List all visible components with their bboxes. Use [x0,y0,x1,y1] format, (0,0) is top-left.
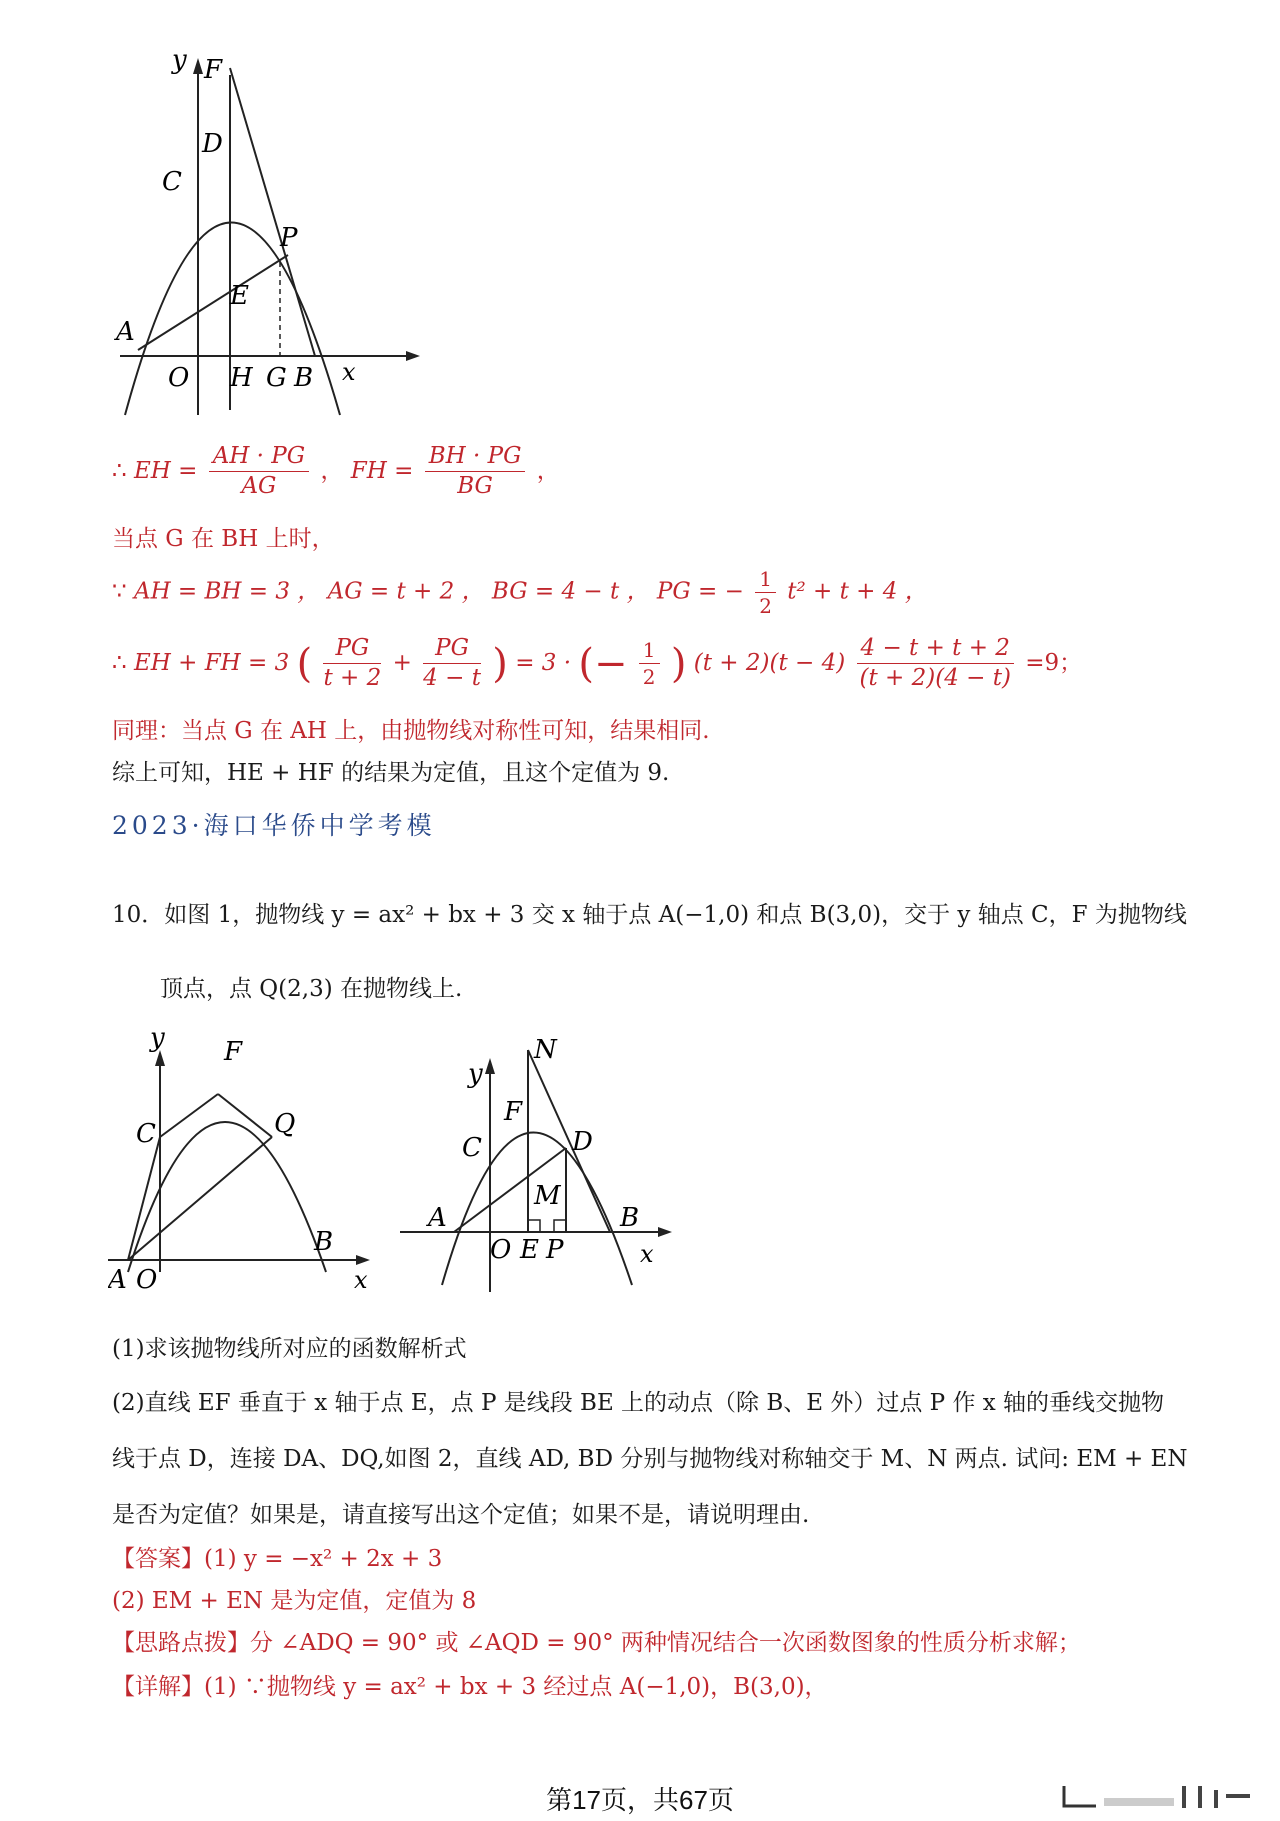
fraction-half: $\frac{1}{2}$ [755,568,776,617]
label-p: P [280,223,298,253]
fraction-ah-pg-ag: $\frac{AH \cdot PG}{AG}$ [209,444,309,500]
label-o: O [168,363,190,393]
solution-line-5: 同理：当点 G 在 AH 上，由抛物线对称性可知，结果相同. [112,718,710,744]
x-axis-arrow [658,1227,672,1237]
y-axis-arrow [193,58,203,74]
label-c: C [462,1133,482,1163]
figure-2 [400,1030,690,1300]
page-footer: 第17页，共67页 [546,1785,734,1815]
fraction-pg-t-plus-2: $\frac{PG}{t + 2}$ [323,635,382,692]
label-c: C [136,1119,156,1149]
label-f: F [224,1037,243,1067]
detail: 【详解】(1) ∵抛物线 y = ax² + bx + 3 经过点 A(−1,0)，B(3,0)， [112,1674,828,1700]
label-f: F [504,1097,523,1127]
label-e: E [520,1235,539,1265]
question-10-line-2: 顶点，点 Q(2,3) 在抛物线上. [160,976,463,1002]
line-cf [160,1094,218,1137]
label-a: A [116,317,135,347]
right-angle-p [554,1220,566,1232]
x-axis-arrow [406,351,420,361]
label-x: x [354,1266,368,1292]
label-p: P [546,1235,564,1265]
answer-2: (2) EM + EN 是为定值，定值为 8 [112,1588,477,1614]
label-y: y [172,45,187,75]
solution-line-4: ∴ EH + FH = 3 ( $\frac{PG}{t + 2}$ + $\frac{PG}{4 - t}$ ) = 3 · (− $\frac{1}{2}$ ) (t + 2)(t − 4) $\frac{4 - t + t + 2}{(t + 2)(4 - t)}$ =9； [112,635,1083,692]
fraction-final: $\frac{4 - t + t + 2}{(t + 2)(4 - t)}$ [857,636,1014,692]
part-2-line-1: (2)直线 EF 垂直于 x 轴于点 E，点 P 是线段 BE 上的动点（除 B、E 外）过点 P 作 x 轴的垂线交抛物 [112,1390,1165,1416]
label-x: x [342,358,356,386]
label-q: Q [274,1109,296,1139]
label-n: N [534,1035,557,1065]
label-f: F [204,55,223,85]
label-y: y [150,1032,165,1053]
label-x: x [640,1240,654,1268]
answer-1: 【答案】(1) y = −x² + 2x + 3 [112,1546,443,1572]
part-1: (1)求该抛物线所对应的函数解析式 [112,1336,467,1362]
label-m: M [534,1181,561,1211]
solution-line-1: ∴ EH = $\frac{AH \cdot PG}{AG}$ ， FH = $\frac{BH \cdot PG}{BG}$ ， [112,443,560,500]
line-fb [230,68,315,356]
line-fq [218,1094,272,1137]
fraction-bh-pg-bg: $\frac{BH \cdot PG}{BG}$ [425,444,526,500]
label-e: E [230,281,249,311]
label-b: B [314,1227,334,1257]
figure-1 [108,1032,388,1292]
top-figure [110,40,440,420]
section-title: 2023·海口华侨中学考模 [112,811,436,840]
label-c: C [162,167,182,197]
label-g: G [266,363,287,393]
label-d: D [202,129,223,159]
label-a: A [108,1265,127,1292]
question-10-line-1: 10．如图 1，抛物线 y = ax² + bx + 3 交 x 轴于点 A(−1,0) 和点 B(3,0)，交于 y 轴点 C，F 为抛物线 [112,902,1187,928]
label-h: H [230,363,253,393]
label-d: D [572,1127,593,1157]
label-b: B [294,363,314,393]
part-2-line-2: 线于点 D，连接 DA、DQ,如图 2，直线 AD, BD 分别与抛物线对称轴交于 M、N 两点. 试问: EM + EN [112,1446,1188,1472]
label-a: A [428,1203,447,1233]
hint: 【思路点拨】分 ∠ADQ = 90° 或 ∠AQD = 90° 两种情况结合一次函数图象的性质分析求解； [112,1630,1081,1656]
corner-toolbar-icon [1060,1782,1260,1812]
label-y: y [468,1059,483,1089]
solution-line-3: ∵ AH = BH = 3 ， AG = t + 2 ， BG = 4 − t ， PG = − $\frac{1}{2}$ t² + t + 4 ， [112,567,928,618]
part-2-line-3: 是否为定值？如果是，请直接写出这个定值；如果不是，请说明理由. [112,1502,810,1528]
solution-line-2: 当点 G 在 BH 上时， [112,526,335,552]
label-b: B [620,1203,640,1233]
line-aq [128,1137,272,1260]
label-o: O [490,1235,512,1265]
right-angle-e [528,1220,540,1232]
fraction-pg-4-minus-t: $\frac{PG}{4 - t}$ [423,635,481,692]
solution-line-6: 综上可知，HE + HF 的结果为定值，且这个定值为 9. [112,760,670,786]
y-axis-arrow [485,1058,495,1074]
fh-label: FH = [350,457,414,484]
therefore-symbol: ∴ [112,457,127,484]
fraction-half-2: $\frac{1}{2}$ [639,639,660,688]
eh-label: EH = [133,457,198,484]
x-axis-arrow [356,1255,370,1265]
line-ap [138,255,288,350]
label-o: O [136,1265,158,1292]
